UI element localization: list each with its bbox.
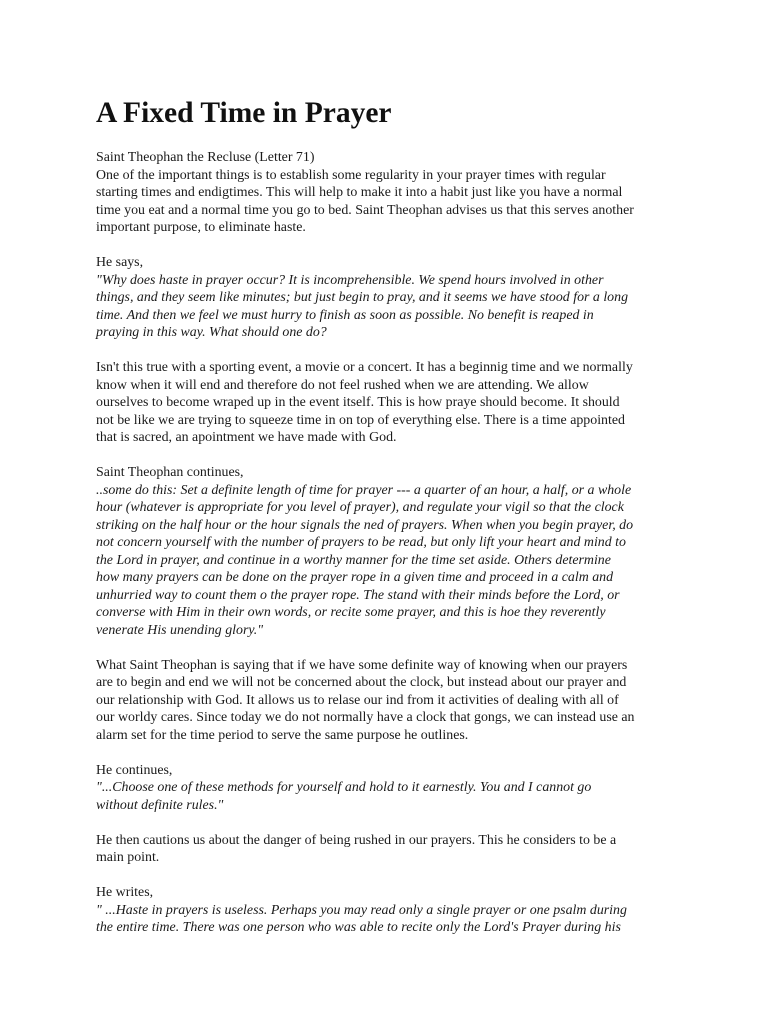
text-line: One of the important things is to establish some regularity in your prayer times with regular [96,167,606,183]
quote-line: things, and they seem like minutes; but just begin to pray, and it seems we have stood for a long [96,290,629,305]
quote-line: the entire time. There was one person who was able to recite only the Lord's Prayer during his [96,920,621,935]
quote-line: ..some do this: Set a definite length of time for prayer --- a quarter of an hour, a half, or a whole [96,482,632,498]
text-line: important purpose, to eliminate haste. [96,220,306,235]
paragraph-fourth-quote [96,884,678,937]
paragraph-intro [96,149,678,237]
text-line: alarm set for the time period to serve the same purpose he outlines. [96,727,469,743]
text-line: are to begin and end we will not be concerned about the clock, but instead about our prayer and [96,675,627,690]
text-line: What Saint Theophan is saying that if we have some definite way of knowing when our prayers [96,657,628,673]
quote-line: hour (whatever is appropriate for you level of prayer), and regulate your vigil so that the clock [96,500,624,515]
quote-line: time. And then we feel we must hurry to finish as soon as possible. No benefit is reaped in [96,307,594,323]
quote-line: " ...Haste in prayers is useless. Perhaps you may read only a single prayer or one psalm during [96,902,627,918]
paragraph-clock-explanation [96,657,678,745]
text-line: He says, [96,255,144,270]
text-line: He writes, [96,885,154,900]
text-line: our relationship with God. It allows us to relase our ind from it activities of dealing with all of [96,692,619,708]
quote-line: venerate His unending glory." [96,622,264,638]
quote-line: striking on the half hour or the hour signals the ned of prayers. When when you begin prayer, do [96,517,634,533]
text-line: know when it will end and therefore do not feel rushed when we are attending. We allow [96,377,589,393]
text-line: Saint Theophan the Recluse (Letter 71) [96,150,315,165]
text-line: Isn't this true with a sporting event, a movie or a concert. It has a beginnig time and we normally [96,360,633,375]
text-line: main point. [96,850,160,865]
paragraph-caution [96,832,678,867]
quote-line: not concern yourself with the number of prayers to be read, but only lift your heart and mind to [96,535,626,550]
text-line: not be like we are trying to squeeze time in on top of everything else. There is a time appointed [96,412,625,428]
quote-line: converse with Him in their own words, or recite some prayer, and this is hoe they reverently [96,605,606,620]
quote-line: "Why does haste in prayer occur? It is incomprehensible. We spend hours involved in other [96,272,604,288]
document-title: A Fixed Time in Prayer [96,97,392,129]
text-line: He continues, [96,762,173,778]
quote-line: unhurried way to count them o the prayer rope. The stand with their minds before the Lord, or [96,587,620,603]
text-line: Saint Theophan continues, [96,465,244,480]
quote-line: how many prayers can be done on the prayer rope in a given time and proceed in a calm and [96,570,614,585]
text-line: that is sacred, an apointment we have made with God. [96,430,397,445]
paragraph-third-quote [96,762,678,815]
document-page [96,96,678,937]
text-line: He then cautions us about the danger of being rushed in our prayers. This he considers to be a [96,832,617,848]
text-line: our worldy cares. Since today we do not normally have a clock that gongs, we can instead use an [96,710,635,725]
quote-line: the Lord in prayer, and continue in a worthy manner for the time set aside. Others determine [96,552,611,568]
paragraph-sporting-event [96,359,678,447]
quote-line: "...Choose one of these methods for yourself and hold to it earnestly. You and I cannot go [96,780,592,795]
text-line: ourselves to become wraped up in the event itself. This is how praye should become. It should [96,395,620,410]
paragraph-second-quote [96,464,678,639]
text-line: time you eat and a normal time you go to bed. Saint Theophan advises us that this serves another [96,202,634,218]
document-body [96,149,678,937]
quote-line: praying in this way. What should one do? [96,325,327,340]
quote-line: without definite rules." [96,797,224,813]
paragraph-first-quote [96,254,678,342]
text-line: starting times and endigtimes. This will help to make it into a habit just like you have a normal [96,185,623,200]
